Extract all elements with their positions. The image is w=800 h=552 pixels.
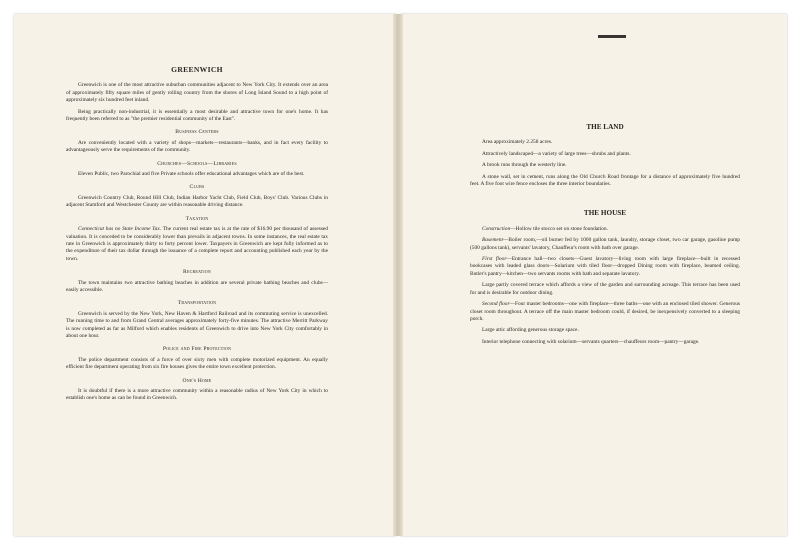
- house-text: —Boiler room,—oil burner fed by 1000 gallon tank, laundry, storage closet, two car garage, gasoline pump (500 gallons tank), servants' lavatory, Chauffeur's room with bath over garage.: [470, 237, 740, 251]
- section-text: It is doubtful if there is a more attractive community within a reasonable radius of New York City in which to establish one's home as can be found in Greenwich.: [66, 388, 328, 402]
- house-paragraph: [470, 301, 740, 323]
- section-text: Greenwich Country Club, Round Hill Club, Indian Harbor Yacht Club, Field Club, Boys' Club. Various Clubs in adjacent Stamford and Westchester County are within reasonable driving distance.: [66, 194, 328, 209]
- land-title: THE LAND: [586, 123, 624, 131]
- section-heading: Recreation: [183, 269, 211, 276]
- section-heading: Churches—Schools—Libraries: [157, 160, 237, 167]
- section-text: Eleven Public, two Parochial and five Private schools offer educational advantages which are of the best.: [78, 171, 305, 178]
- house-text: Large attic affording generous storage space.: [482, 327, 579, 334]
- house-title: THE HOUSE: [583, 209, 627, 218]
- house-lead: First floor: [482, 256, 507, 263]
- land-paragraph: A stone wall, set in cement, runs along the Old Church Road frontage for a distance of approximately five hundred feet. A five foot wire fence encloses the three interior boundaries.: [470, 173, 740, 188]
- emphasis-text: Connecticut has no State Income Tax.: [78, 226, 162, 233]
- page-title: GREENWICH: [171, 65, 223, 74]
- land-paragraph: Attractively landscaped—a variety of large trees—shrubs and plants.: [482, 150, 631, 157]
- intro-paragraph: Being practically non-industrial, it is essentially a most desirable and attractive town for one's home. It has frequently been referred to as "the premier residential community of the East".: [66, 108, 328, 123]
- land-paragraph: Area approximately 2.258 acres.: [482, 139, 553, 146]
- house-paragraph: [470, 226, 740, 233]
- book-gutter: [393, 14, 403, 536]
- right-column: [470, 120, 740, 350]
- house-text: —Hollow tile stucco set on stone foundation.: [510, 225, 608, 232]
- section-text: Are conveniently located with a variety of shops—markets—restaurants—banks, and in fact every facility to advantageously serve the requirements of the community.: [66, 139, 328, 154]
- section-heading: One's Home: [182, 377, 212, 384]
- section-heading: Business Centers: [175, 129, 219, 136]
- house-text: Large partly covered terrace which affords a view of the garden and surrounding acreage. This terrace has been used for and is desirable for outdoor dining.: [470, 282, 740, 296]
- intro-paragraph: Greenwich is one of the most attractive suburban communities adjacent to New York City. It extends over an area of approximately fifty square miles of gently rolling country from the shores of Long Island Sound to a high point of approximately six hundred feet inland.: [66, 82, 328, 104]
- section-heading: Clubs: [189, 184, 205, 191]
- page-mark: [598, 35, 626, 38]
- section-text: The police department consists of a force of over sixty men with complete motorized equipment. An equally efficient fire department operating from six fire houses gives the entire town excellent protection.: [66, 356, 328, 371]
- house-paragraph: [470, 237, 740, 252]
- section-text: The town maintains two attractive bathing beaches in addition are several private bathing beaches and clubs—easily accessible.: [66, 279, 328, 293]
- section-heading: Taxation: [185, 215, 209, 222]
- section-text: [66, 226, 328, 263]
- house-text: —Entrance hall—two closets—Guest lavatory—living room with large fireplace—built in recessed bookcases with leaded glass doors—Solarium with tiled floor—dropped Dining room with fireplace, beamed ceiling. Butler's pantry—kitchen—two servants rooms with bath and separate lavatory.: [470, 256, 740, 277]
- section-heading: Transportation: [177, 300, 217, 307]
- section-text-rest: The current real estate tax is at the rate of $16.90 per thousand of assessed valuation. It is conceded to be considerably lower than prevails in adjacent towns. In some instances, the real estate tax rate in Greenwich is approximately thirty to forty percent lower. Taxpayers in Greenwich are kept fully informed as to the expenditure of their tax dollar through the issuance of a complete report and accounting published each year by the town.: [66, 226, 329, 262]
- house-text: —Four master bedrooms—one with fireplace—three baths—one with an enclosed tiled shower. Generous closet room throughout. A terrace off the main master bedroom could, if desired, be inexpensively converted to a sleeping porch.: [470, 301, 740, 322]
- house-text: Interior telephone connecting with solarium—servants quarters—chauffeurs room—pantry—garage.: [482, 338, 700, 345]
- section-heading: Police and Fire Protection: [162, 346, 232, 353]
- house-lead: Second floor: [482, 301, 510, 308]
- house-paragraph: [470, 339, 740, 346]
- house-paragraph: [470, 327, 740, 334]
- section-text: Greenwich is served by the New York, New Haven & Hartford Railroad and its commuting service is unexcelled. The running time to and from Grand Central averages approximately forty-five minutes. The attractive Merritt Parkway is now completed as far as Milford which enables residents of Greenwich to drive into New York City comfortably in about one hour.: [66, 310, 328, 339]
- house-lead: Construction: [482, 225, 511, 232]
- house-paragraph: [470, 256, 740, 278]
- spacer: [470, 192, 740, 206]
- land-paragraph: A brook runs through the westerly line.: [482, 162, 567, 169]
- house-lead: Basement: [482, 237, 503, 244]
- left-column: [66, 66, 328, 407]
- house-paragraph: [470, 282, 740, 297]
